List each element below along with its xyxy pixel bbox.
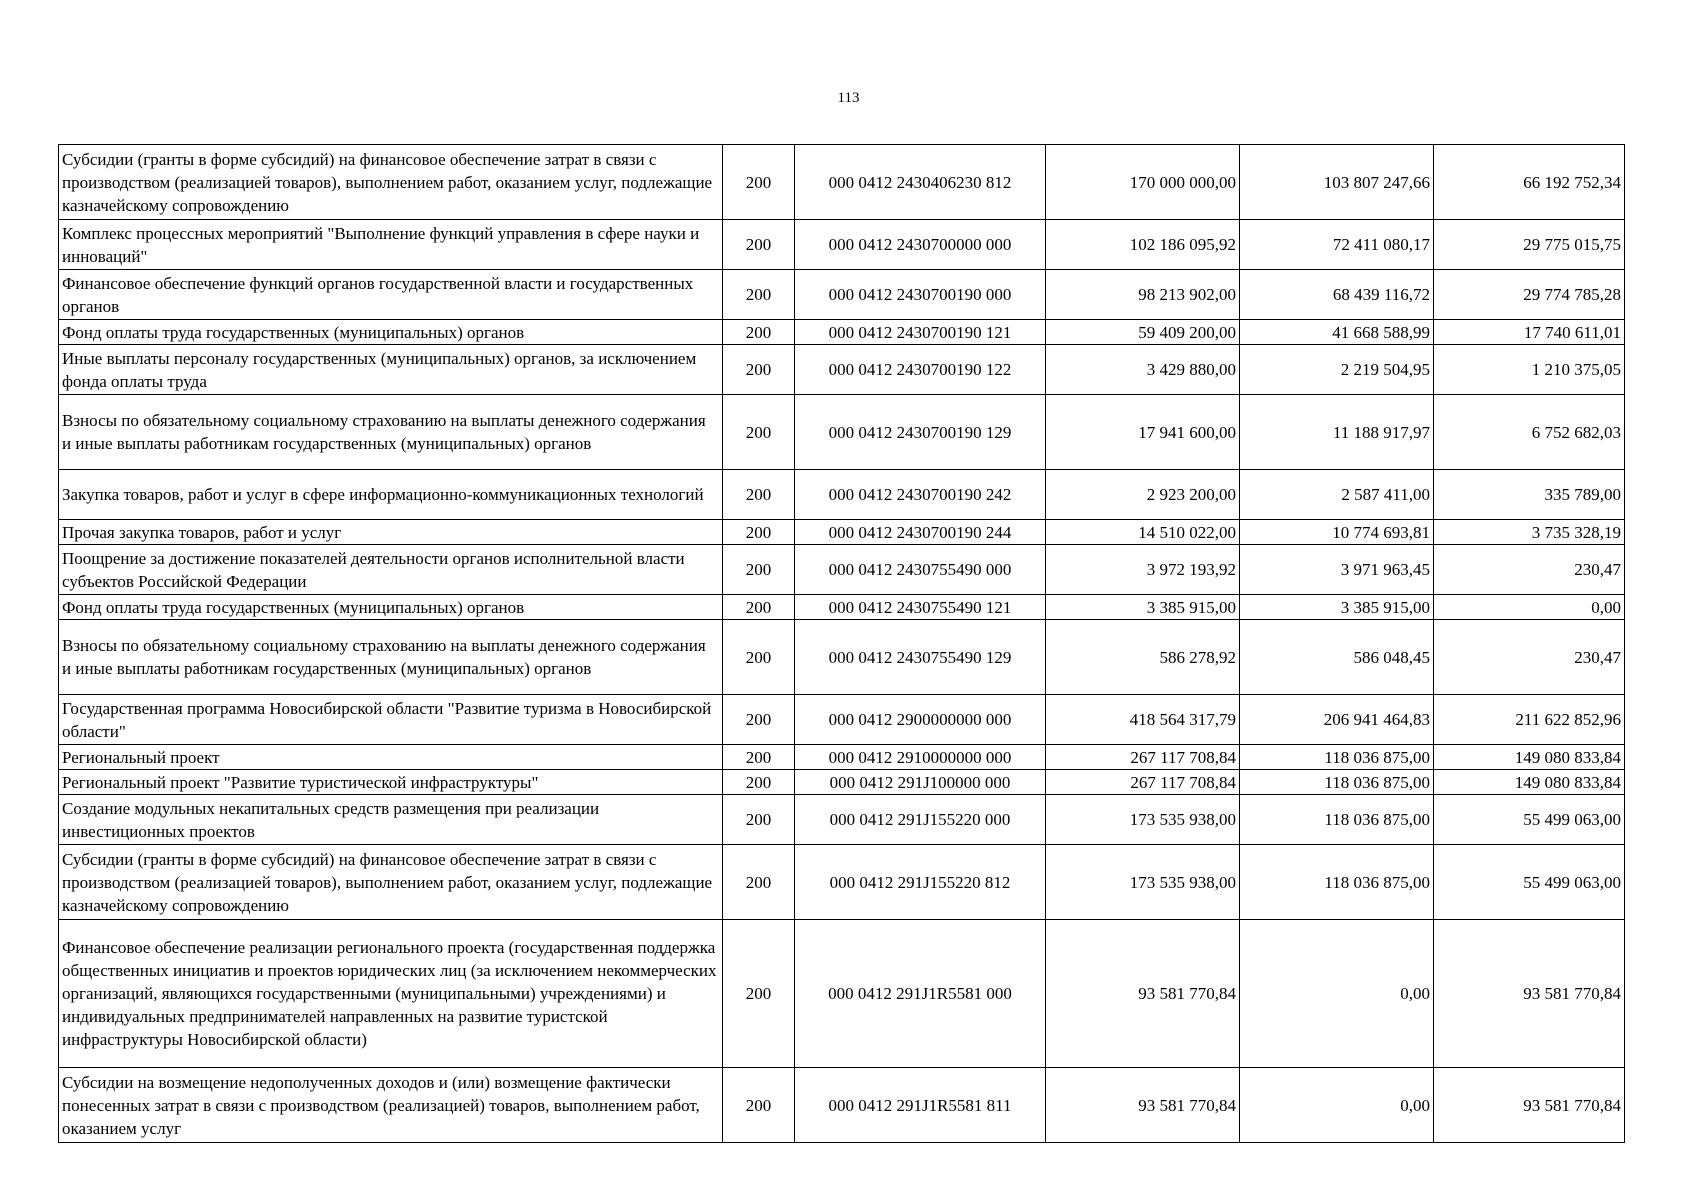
row-approved-amount: 2 923 200,00 — [1046, 470, 1240, 520]
row-approved-amount: 173 535 938,00 — [1046, 845, 1240, 920]
row-approved-amount: 3 385 915,00 — [1046, 595, 1240, 620]
row-executed-amount: 2 219 504,95 — [1240, 345, 1434, 395]
row-name: Финансовое обеспечение функций органов государственной власти и государственных органов — [59, 270, 723, 320]
row-executed-amount: 0,00 — [1240, 920, 1434, 1068]
row-unexecuted-amount: 335 789,00 — [1434, 470, 1625, 520]
row-unexecuted-amount: 93 581 770,84 — [1434, 1068, 1625, 1143]
row-name: Субсидии (гранты в форме субсидий) на финансовое обеспечение затрат в связи с производством (реализацией товаров), выполнением работ, оказанием услуг, подлежащие казначейскому сопровождению — [59, 145, 723, 220]
row-unexecuted-amount: 230,47 — [1434, 545, 1625, 595]
row-approved-amount: 102 186 095,92 — [1046, 220, 1240, 270]
row-name: Взносы по обязательному социальному страхованию на выплаты денежного содержания и иные выплаты работникам государственных (муниципальных) органов — [59, 395, 723, 470]
row-unexecuted-amount: 0,00 — [1434, 595, 1625, 620]
table-row — [59, 845, 1625, 920]
row-code: 200 — [723, 470, 795, 520]
row-executed-amount: 72 411 080,17 — [1240, 220, 1434, 270]
row-code: 200 — [723, 545, 795, 595]
row-unexecuted-amount: 29 775 015,75 — [1434, 220, 1625, 270]
row-approved-amount: 93 581 770,84 — [1046, 920, 1240, 1068]
row-code: 200 — [723, 595, 795, 620]
row-name: Фонд оплаты труда государственных (муниципальных) органов — [59, 320, 723, 345]
row-executed-amount: 206 941 464,83 — [1240, 695, 1434, 745]
row-unexecuted-amount: 55 499 063,00 — [1434, 795, 1625, 845]
row-approved-amount: 3 429 880,00 — [1046, 345, 1240, 395]
budget-execution-table — [58, 144, 1625, 1143]
row-executed-amount: 10 774 693,81 — [1240, 520, 1434, 545]
table-row — [59, 270, 1625, 320]
row-code: 200 — [723, 620, 795, 695]
row-name: Субсидии на возмещение недополученных доходов и (или) возмещение фактически понесенных затрат в связи с производством (реализацией) товаров, выполнением работ, оказанием услуг — [59, 1068, 723, 1143]
row-code: 200 — [723, 920, 795, 1068]
row-approved-amount: 586 278,92 — [1046, 620, 1240, 695]
table-row — [59, 695, 1625, 745]
row-executed-amount: 68 439 116,72 — [1240, 270, 1434, 320]
row-executed-amount: 3 971 963,45 — [1240, 545, 1434, 595]
row-name: Государственная программа Новосибирской области "Развитие туризма в Новосибирской области" — [59, 695, 723, 745]
row-code: 200 — [723, 795, 795, 845]
row-unexecuted-amount: 66 192 752,34 — [1434, 145, 1625, 220]
row-name: Взносы по обязательному социальному страхованию на выплаты денежного содержания и иные выплаты работникам государственных (муниципальных) органов — [59, 620, 723, 695]
table-row — [59, 470, 1625, 520]
table-row — [59, 595, 1625, 620]
row-name: Поощрение за достижение показателей деятельности органов исполнительной власти субъектов Российской Федерации — [59, 545, 723, 595]
row-unexecuted-amount: 93 581 770,84 — [1434, 920, 1625, 1068]
row-executed-amount: 118 036 875,00 — [1240, 795, 1434, 845]
table-row — [59, 745, 1625, 770]
row-executed-amount: 41 668 588,99 — [1240, 320, 1434, 345]
table-row — [59, 320, 1625, 345]
row-classification: 000 0412 2430700190 129 — [795, 395, 1046, 470]
row-approved-amount: 173 535 938,00 — [1046, 795, 1240, 845]
row-approved-amount: 14 510 022,00 — [1046, 520, 1240, 545]
row-code: 200 — [723, 320, 795, 345]
row-executed-amount: 118 036 875,00 — [1240, 745, 1434, 770]
row-code: 200 — [723, 845, 795, 920]
row-code: 200 — [723, 270, 795, 320]
table-body — [59, 145, 1625, 1143]
row-executed-amount: 118 036 875,00 — [1240, 770, 1434, 795]
table-row — [59, 520, 1625, 545]
row-approved-amount: 17 941 600,00 — [1046, 395, 1240, 470]
row-classification: 000 0412 2430700190 244 — [795, 520, 1046, 545]
row-unexecuted-amount: 6 752 682,03 — [1434, 395, 1625, 470]
table-row — [59, 770, 1625, 795]
table-row — [59, 395, 1625, 470]
row-approved-amount: 59 409 200,00 — [1046, 320, 1240, 345]
row-classification: 000 0412 2910000000 000 — [795, 745, 1046, 770]
row-classification: 000 0412 291J155220 000 — [795, 795, 1046, 845]
row-name: Закупка товаров, работ и услуг в сфере информационно-коммуникационных технологий — [59, 470, 723, 520]
row-unexecuted-amount: 29 774 785,28 — [1434, 270, 1625, 320]
row-code: 200 — [723, 145, 795, 220]
table-row — [59, 620, 1625, 695]
row-code: 200 — [723, 745, 795, 770]
table-row — [59, 795, 1625, 845]
row-classification: 000 0412 2430700000 000 — [795, 220, 1046, 270]
row-approved-amount: 3 972 193,92 — [1046, 545, 1240, 595]
table-row — [59, 1068, 1625, 1143]
row-name: Прочая закупка товаров, работ и услуг — [59, 520, 723, 545]
row-name: Иные выплаты персоналу государственных (муниципальных) органов, за исключением фонда оплаты труда — [59, 345, 723, 395]
row-executed-amount: 2 587 411,00 — [1240, 470, 1434, 520]
row-unexecuted-amount: 211 622 852,96 — [1434, 695, 1625, 745]
row-classification: 000 0412 2430755490 129 — [795, 620, 1046, 695]
row-unexecuted-amount: 3 735 328,19 — [1434, 520, 1625, 545]
row-code: 200 — [723, 770, 795, 795]
table-row — [59, 920, 1625, 1068]
row-name: Региональный проект — [59, 745, 723, 770]
row-executed-amount: 586 048,45 — [1240, 620, 1434, 695]
row-classification: 000 0412 291J155220 812 — [795, 845, 1046, 920]
row-classification: 000 0412 2900000000 000 — [795, 695, 1046, 745]
table-row — [59, 145, 1625, 220]
row-unexecuted-amount: 55 499 063,00 — [1434, 845, 1625, 920]
row-code: 200 — [723, 345, 795, 395]
row-unexecuted-amount: 149 080 833,84 — [1434, 770, 1625, 795]
row-code: 200 — [723, 520, 795, 545]
row-code: 200 — [723, 1068, 795, 1143]
row-unexecuted-amount: 230,47 — [1434, 620, 1625, 695]
row-classification: 000 0412 2430700190 242 — [795, 470, 1046, 520]
row-approved-amount: 418 564 317,79 — [1046, 695, 1240, 745]
row-code: 200 — [723, 220, 795, 270]
row-unexecuted-amount: 17 740 611,01 — [1434, 320, 1625, 345]
row-classification: 000 0412 2430700190 121 — [795, 320, 1046, 345]
row-executed-amount: 0,00 — [1240, 1068, 1434, 1143]
row-executed-amount: 3 385 915,00 — [1240, 595, 1434, 620]
row-classification: 000 0412 291J100000 000 — [795, 770, 1046, 795]
row-name: Фонд оплаты труда государственных (муниципальных) органов — [59, 595, 723, 620]
row-classification: 000 0412 2430406230 812 — [795, 145, 1046, 220]
row-code: 200 — [723, 395, 795, 470]
row-approved-amount: 93 581 770,84 — [1046, 1068, 1240, 1143]
row-code: 200 — [723, 695, 795, 745]
row-classification: 000 0412 2430700190 122 — [795, 345, 1046, 395]
row-classification: 000 0412 2430755490 000 — [795, 545, 1046, 595]
table-row — [59, 345, 1625, 395]
row-executed-amount: 118 036 875,00 — [1240, 845, 1434, 920]
row-name: Создание модульных некапитальных средств размещения при реализации инвестиционных проектов — [59, 795, 723, 845]
row-executed-amount: 11 188 917,97 — [1240, 395, 1434, 470]
row-name: Финансовое обеспечение реализации регионального проекта (государственная поддержка общественных инициатив и проектов юридических лиц (за исключением некоммерческих организаций, являющихся государственными (муниципальными) учреждениями) и индивидуальных предпринимателей направленных на развитие туристской инфраструктуры Новосибирской области) — [59, 920, 723, 1068]
row-classification: 000 0412 291J1R5581 811 — [795, 1068, 1046, 1143]
table-row — [59, 545, 1625, 595]
row-unexecuted-amount: 1 210 375,05 — [1434, 345, 1625, 395]
row-approved-amount: 267 117 708,84 — [1046, 745, 1240, 770]
row-classification: 000 0412 2430700190 000 — [795, 270, 1046, 320]
row-executed-amount: 103 807 247,66 — [1240, 145, 1434, 220]
page-number: 113 — [837, 90, 860, 106]
row-classification: 000 0412 2430755490 121 — [795, 595, 1046, 620]
row-name: Региональный проект "Развитие туристической инфраструктуры" — [59, 770, 723, 795]
row-unexecuted-amount: 149 080 833,84 — [1434, 745, 1625, 770]
row-approved-amount: 170 000 000,00 — [1046, 145, 1240, 220]
row-name: Комплекс процессных мероприятий "Выполнение функций управления в сфере науки и инноваций" — [59, 220, 723, 270]
row-name: Субсидии (гранты в форме субсидий) на финансовое обеспечение затрат в связи с производством (реализацией товаров), выполнением работ, оказанием услуг, подлежащие казначейскому сопровождению — [59, 845, 723, 920]
row-approved-amount: 267 117 708,84 — [1046, 770, 1240, 795]
row-classification: 000 0412 291J1R5581 000 — [795, 920, 1046, 1068]
table-row — [59, 220, 1625, 270]
row-approved-amount: 98 213 902,00 — [1046, 270, 1240, 320]
